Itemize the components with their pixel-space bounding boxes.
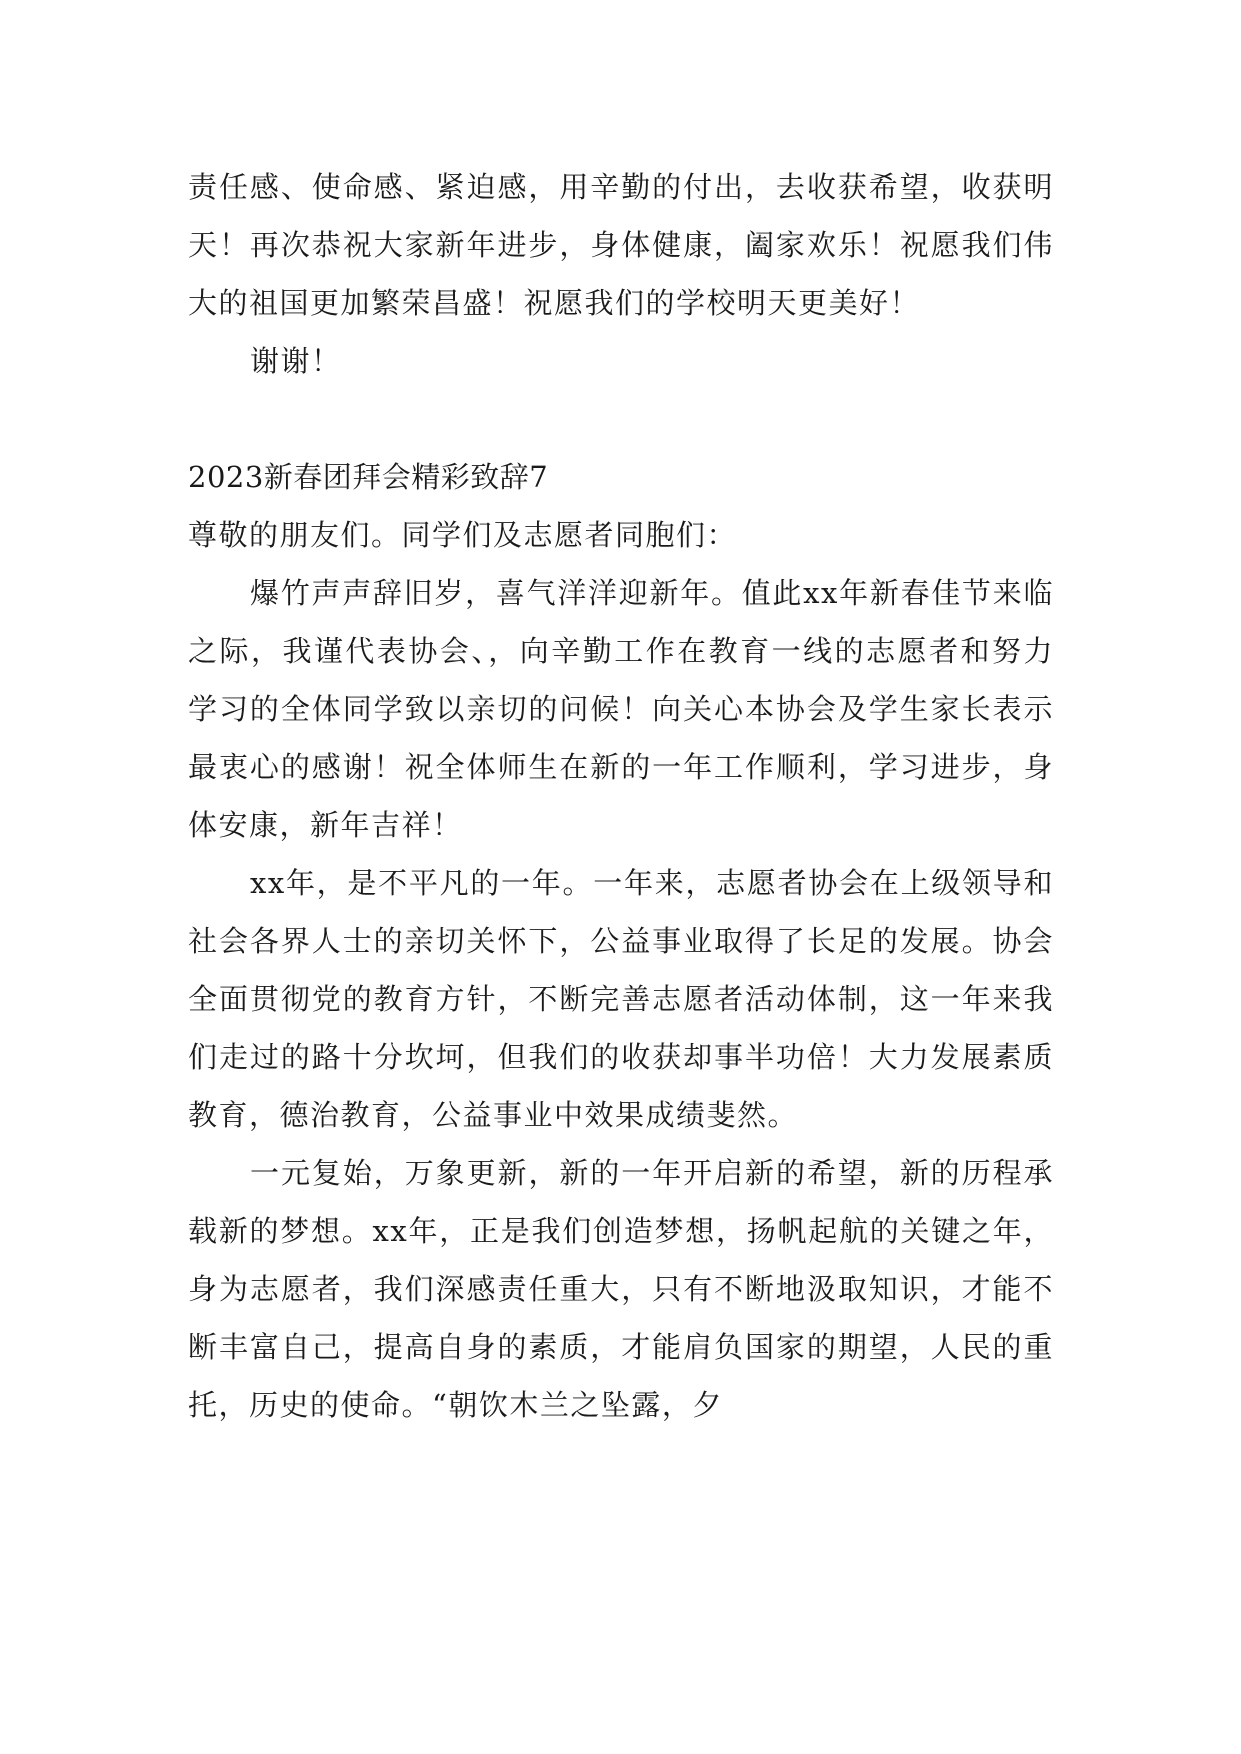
paragraph-year-review: xx年，是不平凡的一年。一年来，志愿者协会在上级领导和社会各界人士的亲切关怀下，公益事业取得了长足的发展。协会全面贯彻党的教育方针，不断完善志愿者活动体制，这一年来我们走过的路十分坎坷，但我们的收获却事半功倍！大力发展素质教育，德治教育，公益事业中效果成绩斐然。 [188, 866, 1054, 1132]
document-body [188, 158, 1054, 1434]
paragraph-thanks: 谢谢！ [250, 344, 342, 378]
paragraph-new-year-greeting: 爆竹声声辞旧岁，喜气洋洋迎新年。值此xx年新春佳节来临之际，我谨代表协会、，向辛勤工作在教育一线的志愿者和努力学习的全体同学致以亲切的问候！向关心本协会及学生家长表示最衷心的感谢！祝全体师生在新的一年工作顺利，学习进步，身体安康，新年吉祥！ [188, 576, 1054, 842]
salutation: 尊敬的朋友们。同学们及志愿者同胞们： [188, 518, 738, 552]
paragraph-closing-wishes: 责任感、使命感、紧迫感，用辛勤的付出，去收获希望，收获明天！再次恭祝大家新年进步，身体健康，阖家欢乐！祝愿我们伟大的祖国更加繁荣昌盛！祝愿我们的学校明天更美好！ [188, 170, 1054, 320]
section-title: 2023新春团拜会精彩致辞7 [188, 460, 549, 494]
paragraph-new-hopes: 一元复始，万象更新，新的一年开启新的希望，新的历程承载新的梦想。xx年，正是我们创造梦想，扬帆起航的关键之年，身为志愿者，我们深感责任重大，只有不断地汲取知识，才能不断丰富自己，提高自身的素质，才能肩负国家的期望，人民的重托，历史的使命。“朝饮木兰之坠露，夕 [188, 1156, 1054, 1422]
